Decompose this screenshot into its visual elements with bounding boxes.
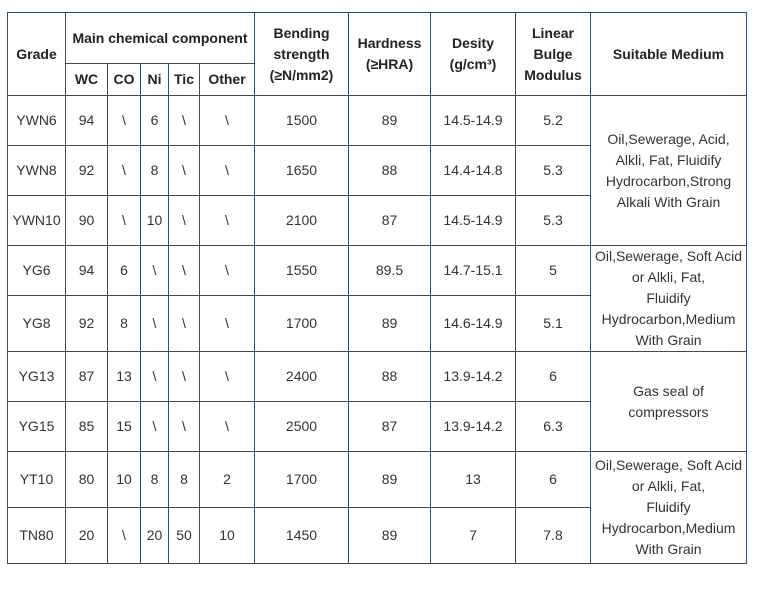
cell-hardness: 87 xyxy=(349,402,431,452)
cell-co: 15 xyxy=(108,402,141,452)
cell-other: 2 xyxy=(200,452,255,508)
cell-ni: 10 xyxy=(141,196,169,246)
cell-grade: YWN6 xyxy=(8,96,66,146)
cell-wc: 92 xyxy=(66,146,108,196)
cell-co: \ xyxy=(108,96,141,146)
cell-hardness: 89 xyxy=(349,296,431,352)
cell-other: \ xyxy=(200,96,255,146)
cell-wc: 87 xyxy=(66,352,108,402)
header-hardness: Hardness (≥HRA) xyxy=(349,13,431,96)
cell-hardness: 89 xyxy=(349,96,431,146)
cell-tic: \ xyxy=(169,146,200,196)
table-container xyxy=(7,12,747,564)
cell-co: \ xyxy=(108,508,141,564)
cell-other: \ xyxy=(200,246,255,296)
cell-density: 13.9-14.2 xyxy=(431,402,516,452)
cell-hardness: 89 xyxy=(349,508,431,564)
cell-ni: \ xyxy=(141,352,169,402)
cell-density: 14.4-14.8 xyxy=(431,146,516,196)
header-density: Desity (g/cm³) xyxy=(431,13,516,96)
table-row xyxy=(8,352,747,402)
cell-density: 14.6-14.9 xyxy=(431,296,516,352)
cell-wc: 90 xyxy=(66,196,108,246)
cell-hardness: 87 xyxy=(349,196,431,246)
cell-hardness: 88 xyxy=(349,146,431,196)
cell-grade: YG13 xyxy=(8,352,66,402)
cell-density: 13.9-14.2 xyxy=(431,352,516,402)
cell-bending: 1450 xyxy=(255,508,349,564)
cell-grade: YWN8 xyxy=(8,146,66,196)
header-row-1 xyxy=(8,13,747,64)
cell-ni: 6 xyxy=(141,96,169,146)
cell-co: \ xyxy=(108,146,141,196)
cell-density: 14.5-14.9 xyxy=(431,196,516,246)
cell-tic: 50 xyxy=(169,508,200,564)
cell-bending: 2100 xyxy=(255,196,349,246)
cell-co: 8 xyxy=(108,296,141,352)
cell-ni: \ xyxy=(141,402,169,452)
table-row xyxy=(8,246,747,296)
cell-bending: 2500 xyxy=(255,402,349,452)
cell-bending: 2400 xyxy=(255,352,349,402)
cell-ni: \ xyxy=(141,246,169,296)
cell-wc: 85 xyxy=(66,402,108,452)
cell-other: \ xyxy=(200,402,255,452)
cell-tic: \ xyxy=(169,96,200,146)
cell-other: \ xyxy=(200,146,255,196)
table-row xyxy=(8,96,747,146)
table-row xyxy=(8,452,747,508)
cell-modulus: 6.3 xyxy=(516,402,591,452)
cell-hardness: 89 xyxy=(349,452,431,508)
cell-modulus: 5.3 xyxy=(516,146,591,196)
cell-modulus: 5.3 xyxy=(516,196,591,246)
cell-other: 10 xyxy=(200,508,255,564)
cell-co: 10 xyxy=(108,452,141,508)
cell-grade: YWN10 xyxy=(8,196,66,246)
header-bending-strength: Bending strength (≥N/mm2) xyxy=(255,13,349,96)
cell-other: \ xyxy=(200,352,255,402)
cell-tic: \ xyxy=(169,352,200,402)
cell-modulus: 5.2 xyxy=(516,96,591,146)
cell-suitable-medium: Oil,Sewerage, Soft Acid or Alkli, Fat, Fluidify Hydrocarbon,Medium With Grain xyxy=(591,246,747,352)
cell-modulus: 7.8 xyxy=(516,508,591,564)
cell-suitable-medium: Oil,Sewerage, Acid, Alkli, Fat, Fluidify Hydrocarbon,Strong Alkali With Grain xyxy=(591,96,747,246)
cell-wc: 20 xyxy=(66,508,108,564)
cell-modulus: 6 xyxy=(516,452,591,508)
cell-grade: YT10 xyxy=(8,452,66,508)
cell-other: \ xyxy=(200,296,255,352)
cell-wc: 80 xyxy=(66,452,108,508)
cell-suitable-medium: Oil,Sewerage, Soft Acid or Alkli, Fat, Fluidify Hydrocarbon,Medium With Grain xyxy=(591,452,747,564)
header-main-chemical-component: Main chemical component xyxy=(66,13,255,64)
cell-bending: 1650 xyxy=(255,146,349,196)
cell-hardness: 88 xyxy=(349,352,431,402)
header-other: Other xyxy=(200,64,255,96)
cell-wc: 94 xyxy=(66,246,108,296)
header-linear-bulge-modulus: Linear Bulge Modulus xyxy=(516,13,591,96)
header-tic: Tic xyxy=(169,64,200,96)
cell-tic: \ xyxy=(169,402,200,452)
cell-ni: 8 xyxy=(141,452,169,508)
cell-density: 14.5-14.9 xyxy=(431,96,516,146)
cell-density: 7 xyxy=(431,508,516,564)
header-ni: Ni xyxy=(141,64,169,96)
cell-tic: \ xyxy=(169,296,200,352)
cell-grade: YG6 xyxy=(8,246,66,296)
cell-tic: \ xyxy=(169,196,200,246)
cell-tic: 8 xyxy=(169,452,200,508)
cell-suitable-medium: Gas seal of compressors xyxy=(591,352,747,452)
cell-ni: \ xyxy=(141,296,169,352)
cell-bending: 1700 xyxy=(255,452,349,508)
cell-bending: 1550 xyxy=(255,246,349,296)
cell-wc: 92 xyxy=(66,296,108,352)
header-co: CO xyxy=(108,64,141,96)
cell-modulus: 5.1 xyxy=(516,296,591,352)
cell-grade: TN80 xyxy=(8,508,66,564)
cell-ni: 8 xyxy=(141,146,169,196)
carbide-grade-table xyxy=(7,12,747,564)
cell-modulus: 6 xyxy=(516,352,591,402)
cell-hardness: 89.5 xyxy=(349,246,431,296)
cell-other: \ xyxy=(200,196,255,246)
cell-ni: 20 xyxy=(141,508,169,564)
cell-bending: 1700 xyxy=(255,296,349,352)
cell-wc: 94 xyxy=(66,96,108,146)
cell-grade: YG15 xyxy=(8,402,66,452)
cell-bending: 1500 xyxy=(255,96,349,146)
header-suitable-medium: Suitable Medium xyxy=(591,13,747,96)
header-grade: Grade xyxy=(8,13,66,96)
cell-modulus: 5 xyxy=(516,246,591,296)
cell-co: 6 xyxy=(108,246,141,296)
header-wc: WC xyxy=(66,64,108,96)
cell-co: \ xyxy=(108,196,141,246)
cell-co: 13 xyxy=(108,352,141,402)
cell-tic: \ xyxy=(169,246,200,296)
cell-density: 14.7-15.1 xyxy=(431,246,516,296)
cell-density: 13 xyxy=(431,452,516,508)
cell-grade: YG8 xyxy=(8,296,66,352)
